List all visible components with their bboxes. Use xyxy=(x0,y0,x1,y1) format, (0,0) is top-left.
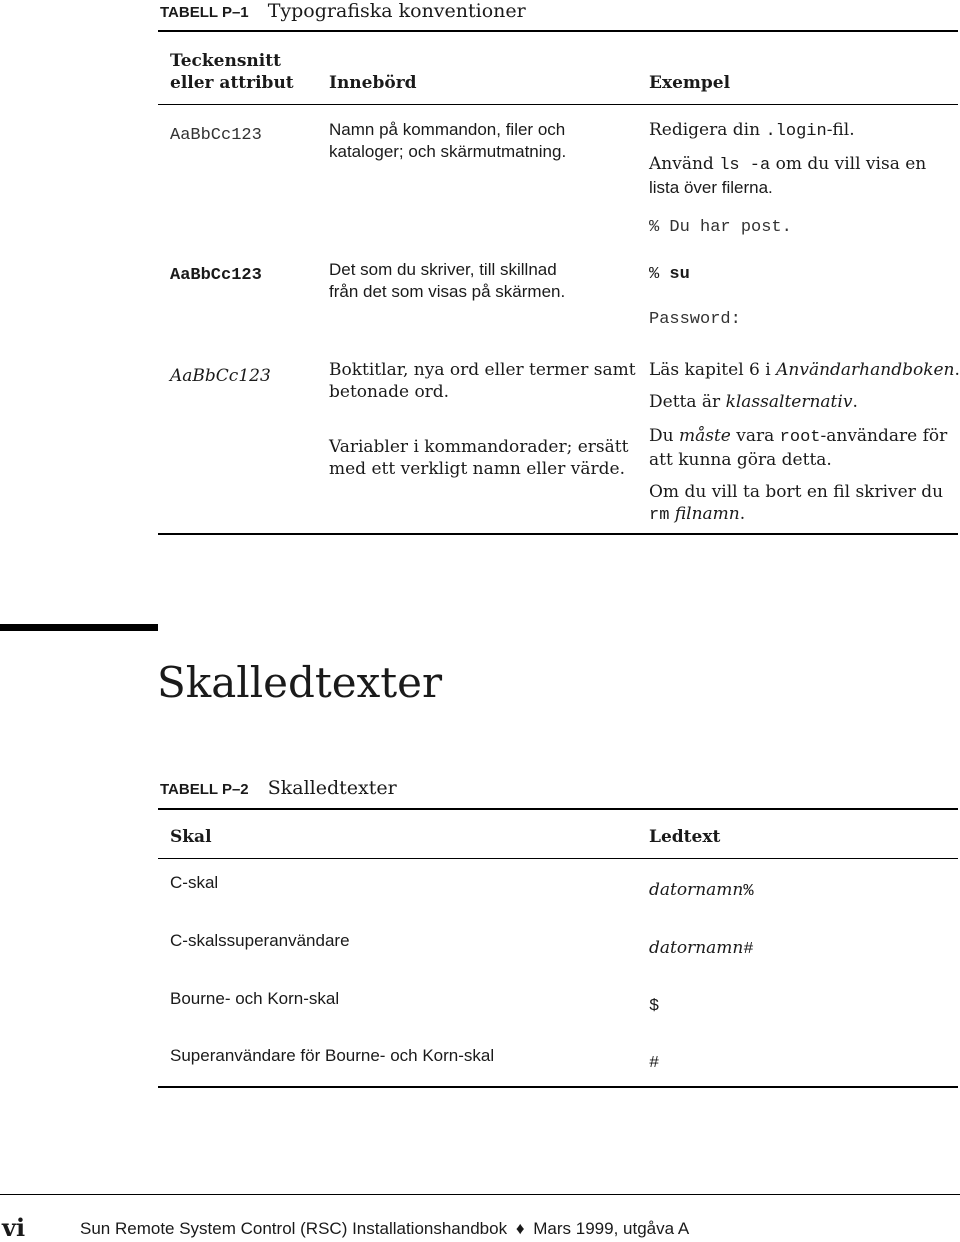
table1-bottom-rule xyxy=(158,533,958,535)
text: . xyxy=(739,504,746,524)
text: . xyxy=(852,392,858,412)
row3-example-line2 xyxy=(649,391,960,413)
row3-sample: AaBbCc123 xyxy=(170,366,271,386)
header-col1-line2: eller attribut xyxy=(170,73,294,93)
text: vara xyxy=(730,426,780,446)
table1-header-col2: Innebörd xyxy=(329,73,417,93)
row2-meaning xyxy=(329,259,565,303)
row3-meaning2-line1: Variabler i kommandorader; ersätt xyxy=(329,437,629,457)
prompt-symbol: # xyxy=(649,1054,660,1073)
footer-page-number: vi xyxy=(2,1213,26,1242)
prompt: % xyxy=(649,265,670,284)
prompt-symbol: $ xyxy=(649,997,660,1016)
command: su xyxy=(669,265,690,284)
row2-example xyxy=(649,264,741,331)
row3-meaning xyxy=(329,359,636,403)
row1-example xyxy=(649,119,926,239)
text: -användare för xyxy=(820,426,948,446)
table2-label: TABELL P–2 xyxy=(160,781,249,798)
footer-text-line xyxy=(80,1219,689,1239)
row3-meaning2-line2: med ett verkligt namn eller värde. xyxy=(329,459,625,479)
row3-meaning2 xyxy=(329,436,628,480)
row1-example-line4: % Du har post. xyxy=(649,218,792,237)
emphasis: klassalternativ xyxy=(725,392,853,412)
table2-row1-shell: C-skal xyxy=(170,873,219,892)
text: Redigera din xyxy=(649,120,766,140)
emphasis: filnamn xyxy=(674,504,740,524)
row2-example-line1 xyxy=(649,264,741,286)
prompt-symbol: # xyxy=(743,940,754,959)
table1-top-rule xyxy=(158,30,958,32)
code: rm xyxy=(649,506,670,525)
text: . xyxy=(954,360,960,380)
hostname: datornamn xyxy=(649,938,744,958)
emphasis: måste xyxy=(678,426,731,446)
prompt-symbol: % xyxy=(743,882,754,901)
row1-example-line1 xyxy=(649,119,926,143)
row2-example-line2: Password: xyxy=(649,310,741,329)
table2-row4-prompt xyxy=(649,1051,659,1075)
code: .login xyxy=(765,122,827,141)
row3-example-line1 xyxy=(649,359,960,381)
row3-example xyxy=(649,359,960,527)
text: Du xyxy=(649,426,679,446)
text: Detta är xyxy=(649,392,726,412)
row1-example-line3: lista över filerna. xyxy=(649,178,773,197)
table2-header-col2: Ledtext xyxy=(649,827,721,847)
table2-row1-prompt xyxy=(649,879,754,903)
code: root xyxy=(779,428,821,447)
table2-header-col1: Skal xyxy=(170,827,212,847)
row1-sample: AaBbCc123 xyxy=(170,126,262,145)
row1-example-line2 xyxy=(649,153,926,177)
text: -fil. xyxy=(826,120,855,140)
row2-sample: AaBbCc123 xyxy=(170,266,262,285)
row1-meaning-line1: Namn på kommandon, filer och xyxy=(329,120,566,139)
footer-date: Mars 1999, utgåva A xyxy=(533,1219,690,1238)
footer-rule xyxy=(0,1194,960,1195)
table2-row4-shell: Superanvändare för Bourne- och Korn-skal xyxy=(170,1046,495,1065)
footer-book-title: Sun Remote System Control (RSC) Installationshandbok xyxy=(80,1219,508,1238)
section-bar xyxy=(0,624,158,631)
row1-meaning xyxy=(329,119,566,163)
text: Läs kapitel 6 i xyxy=(649,360,777,380)
section-title: Skalledtexter xyxy=(157,658,443,707)
emphasis: Användarhandboken xyxy=(776,360,955,380)
row3-example-line4: att kunna göra detta. xyxy=(649,450,832,470)
text: om du vill visa en xyxy=(770,154,927,174)
table1-header-rule xyxy=(158,104,958,105)
table2-top-rule xyxy=(158,808,958,810)
table2-row2-prompt xyxy=(649,937,754,961)
table2-row3-prompt xyxy=(649,994,659,1018)
header-col1-line1: Teckensnitt xyxy=(170,51,281,71)
table2-title: Skalledtexter xyxy=(267,777,397,799)
diamond-icon: ♦ xyxy=(515,1219,525,1238)
row3-meaning-line1: Boktitlar, nya ord eller termer samt xyxy=(329,360,636,380)
row3-example-line5: Om du vill ta bort en fil skriver du xyxy=(649,482,944,502)
table2-row2-shell: C-skalssuperanvändare xyxy=(170,931,350,950)
row3-meaning-line2: betonade ord. xyxy=(329,382,450,402)
row3-example-line3 xyxy=(649,425,960,449)
code: ls -a xyxy=(719,156,771,175)
table1-title: Typografiska konventioner xyxy=(267,0,526,22)
row1-meaning-line2: kataloger; och skärmutmatning. xyxy=(329,142,567,161)
table1-label: TABELL P–1 xyxy=(160,4,249,21)
table2-header-rule xyxy=(158,858,958,859)
table1-header-col1 xyxy=(170,50,294,94)
row2-meaning-line1: Det som du skriver, till skillnad xyxy=(329,260,557,279)
table1-header-col3: Exempel xyxy=(649,73,731,93)
table1-caption xyxy=(160,0,526,22)
table2-row3-shell: Bourne- och Korn-skal xyxy=(170,989,340,1008)
row2-meaning-line2: från det som visas på skärmen. xyxy=(329,282,566,301)
row3-example-line6 xyxy=(649,503,960,527)
hostname: datornamn xyxy=(649,880,744,900)
text: Använd xyxy=(649,154,720,174)
table2-bottom-rule xyxy=(158,1086,958,1088)
table2-caption xyxy=(160,777,397,799)
